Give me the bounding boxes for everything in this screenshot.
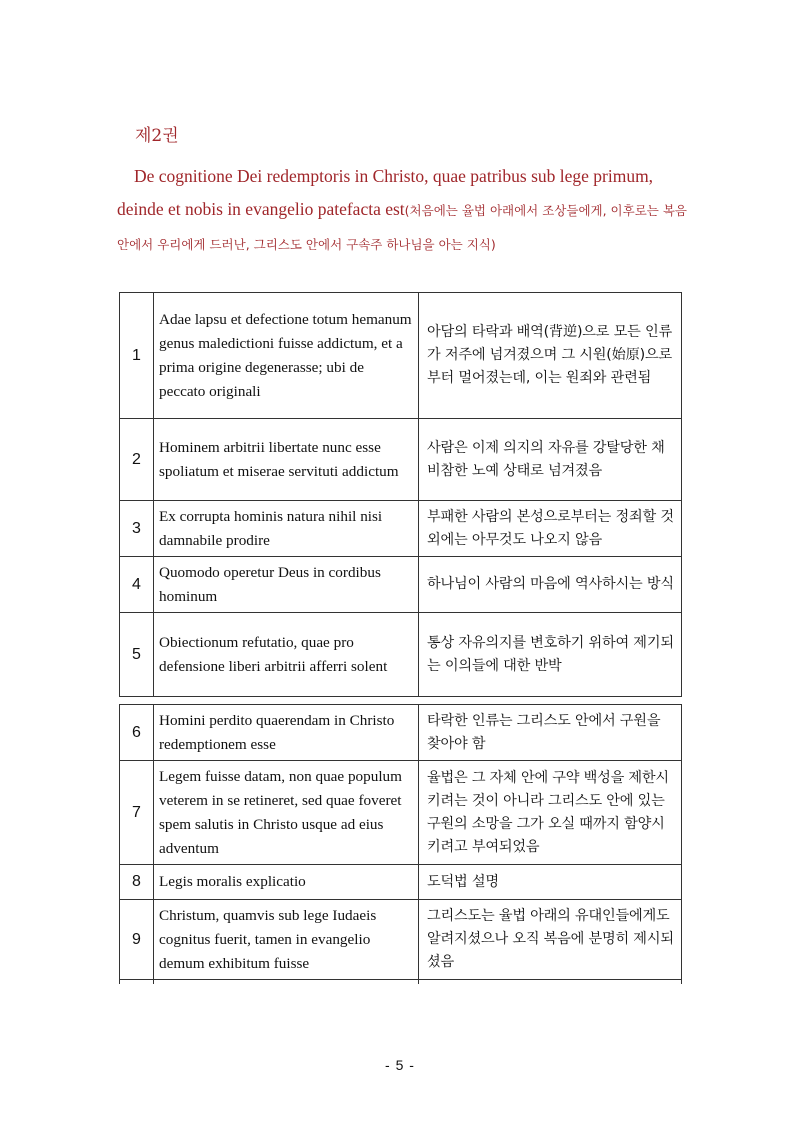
table-continuation-cell [154,980,419,985]
chapter-korean-title: 통상 자유의지를 변호하기 위하여 제기되는 이의들에 대한 반박 [419,613,682,697]
table-row [120,419,682,501]
chapter-number: 8 [120,865,154,900]
chapter-latin-title: Legis moralis explicatio [154,865,419,900]
chapter-latin-title: Homini perdito quaerendam in Christo redemptionem esse [154,705,419,761]
table-row-continued [120,980,682,985]
table-row [120,613,682,697]
book-heading [117,124,697,261]
table-continuation-cell [419,980,682,985]
book-number-title: 제2권 [135,126,179,146]
table-row [120,501,682,557]
chapter-korean-title: 사람은 이제 의지의 자유를 강탈당한 채 비참한 노예 상태로 넘겨졌음 [419,419,682,501]
chapter-latin-title: Legem fuisse datam, non quae populum veterem in se retineret, sed quae foveret spem salutis in Christo usque ad eius adventum [154,761,419,865]
chapter-latin-title: Quomodo operetur Deus in cordibus hominum [154,557,419,613]
chapter-latin-title: Obiectionum refutatio, quae pro defensione liberi arbitrii afferri solent [154,613,419,697]
chapter-number: 5 [120,613,154,697]
chapter-korean-title: 도덕법 설명 [419,865,682,900]
table-continuation-cell [120,980,154,985]
chapter-korean-title: 아담의 타락과 배역(背逆)으로 모든 인류가 저주에 넘겨졌으며 그 시원(始原)으로부터 멀어졌는데, 이는 원죄와 관련됨 [419,293,682,419]
chapter-number: 2 [120,419,154,501]
chapter-latin-title: Adae lapsu et defectione totum hemanum genus maledictioni fuisse addictum, et a prima origine degenerasse; ubi de peccato originali [154,293,419,419]
chapter-korean-title: 부패한 사람의 본성으로부터는 정죄할 것 외에는 아무것도 나오지 않음 [419,501,682,557]
chapter-korean-title: 하나님이 사람의 마음에 역사하시는 방식 [419,557,682,613]
table-row [120,865,682,900]
book-subtitle-korean: (처음에는 율법 아래에서 조상들에게, 이후로는 복음 안에서 우리에게 드러난, 그리스도 안에서 구속주 하나님을 아는 지식) [117,203,687,252]
table-row [120,705,682,761]
chapter-number: 9 [120,900,154,980]
table-row [120,293,682,419]
chapter-number: 6 [120,705,154,761]
chapter-number: 7 [120,761,154,865]
chapter-korean-title: 타락한 인류는 그리스도 안에서 구원을 찾아야 함 [419,705,682,761]
chapter-number: 3 [120,501,154,557]
chapter-latin-title: Hominem arbitrii libertate nunc esse spoliatum et miserae servituti addictum [154,419,419,501]
book-subtitle-latin: De cognitione Dei redemptoris in Christo, quae patribus sub lege primum, deinde et nobis in evangelio patefacta est [117,166,654,219]
page-number: - 5 - [385,1057,415,1073]
chapter-latin-title: Christum, quamvis sub lege Iudaeis cognitus fuerit, tamen in evangelio demum exhibitum fuisse [154,900,419,980]
chapter-korean-title: 그리스도는 율법 아래의 유대인들에게도 알려지셨으나 오직 복음에 분명히 제시되셨음 [419,900,682,980]
chapter-latin-title: Ex corrupta hominis natura nihil nisi damnabile prodire [154,501,419,557]
chapter-korean-title: 율법은 그 자체 안에 구약 백성을 제한시키려는 것이 아니라 그리스도 안에 있는 구원의 소망을 그가 오실 때까지 함양시키려고 부여되었음 [419,761,682,865]
book-subtitle [117,160,697,261]
chapter-number: 1 [120,293,154,419]
chapter-number: 4 [120,557,154,613]
chapter-table-part-2 [119,704,682,984]
chapter-table-part-1 [119,292,682,697]
table-row [120,900,682,980]
table-row [120,557,682,613]
table-row [120,761,682,865]
